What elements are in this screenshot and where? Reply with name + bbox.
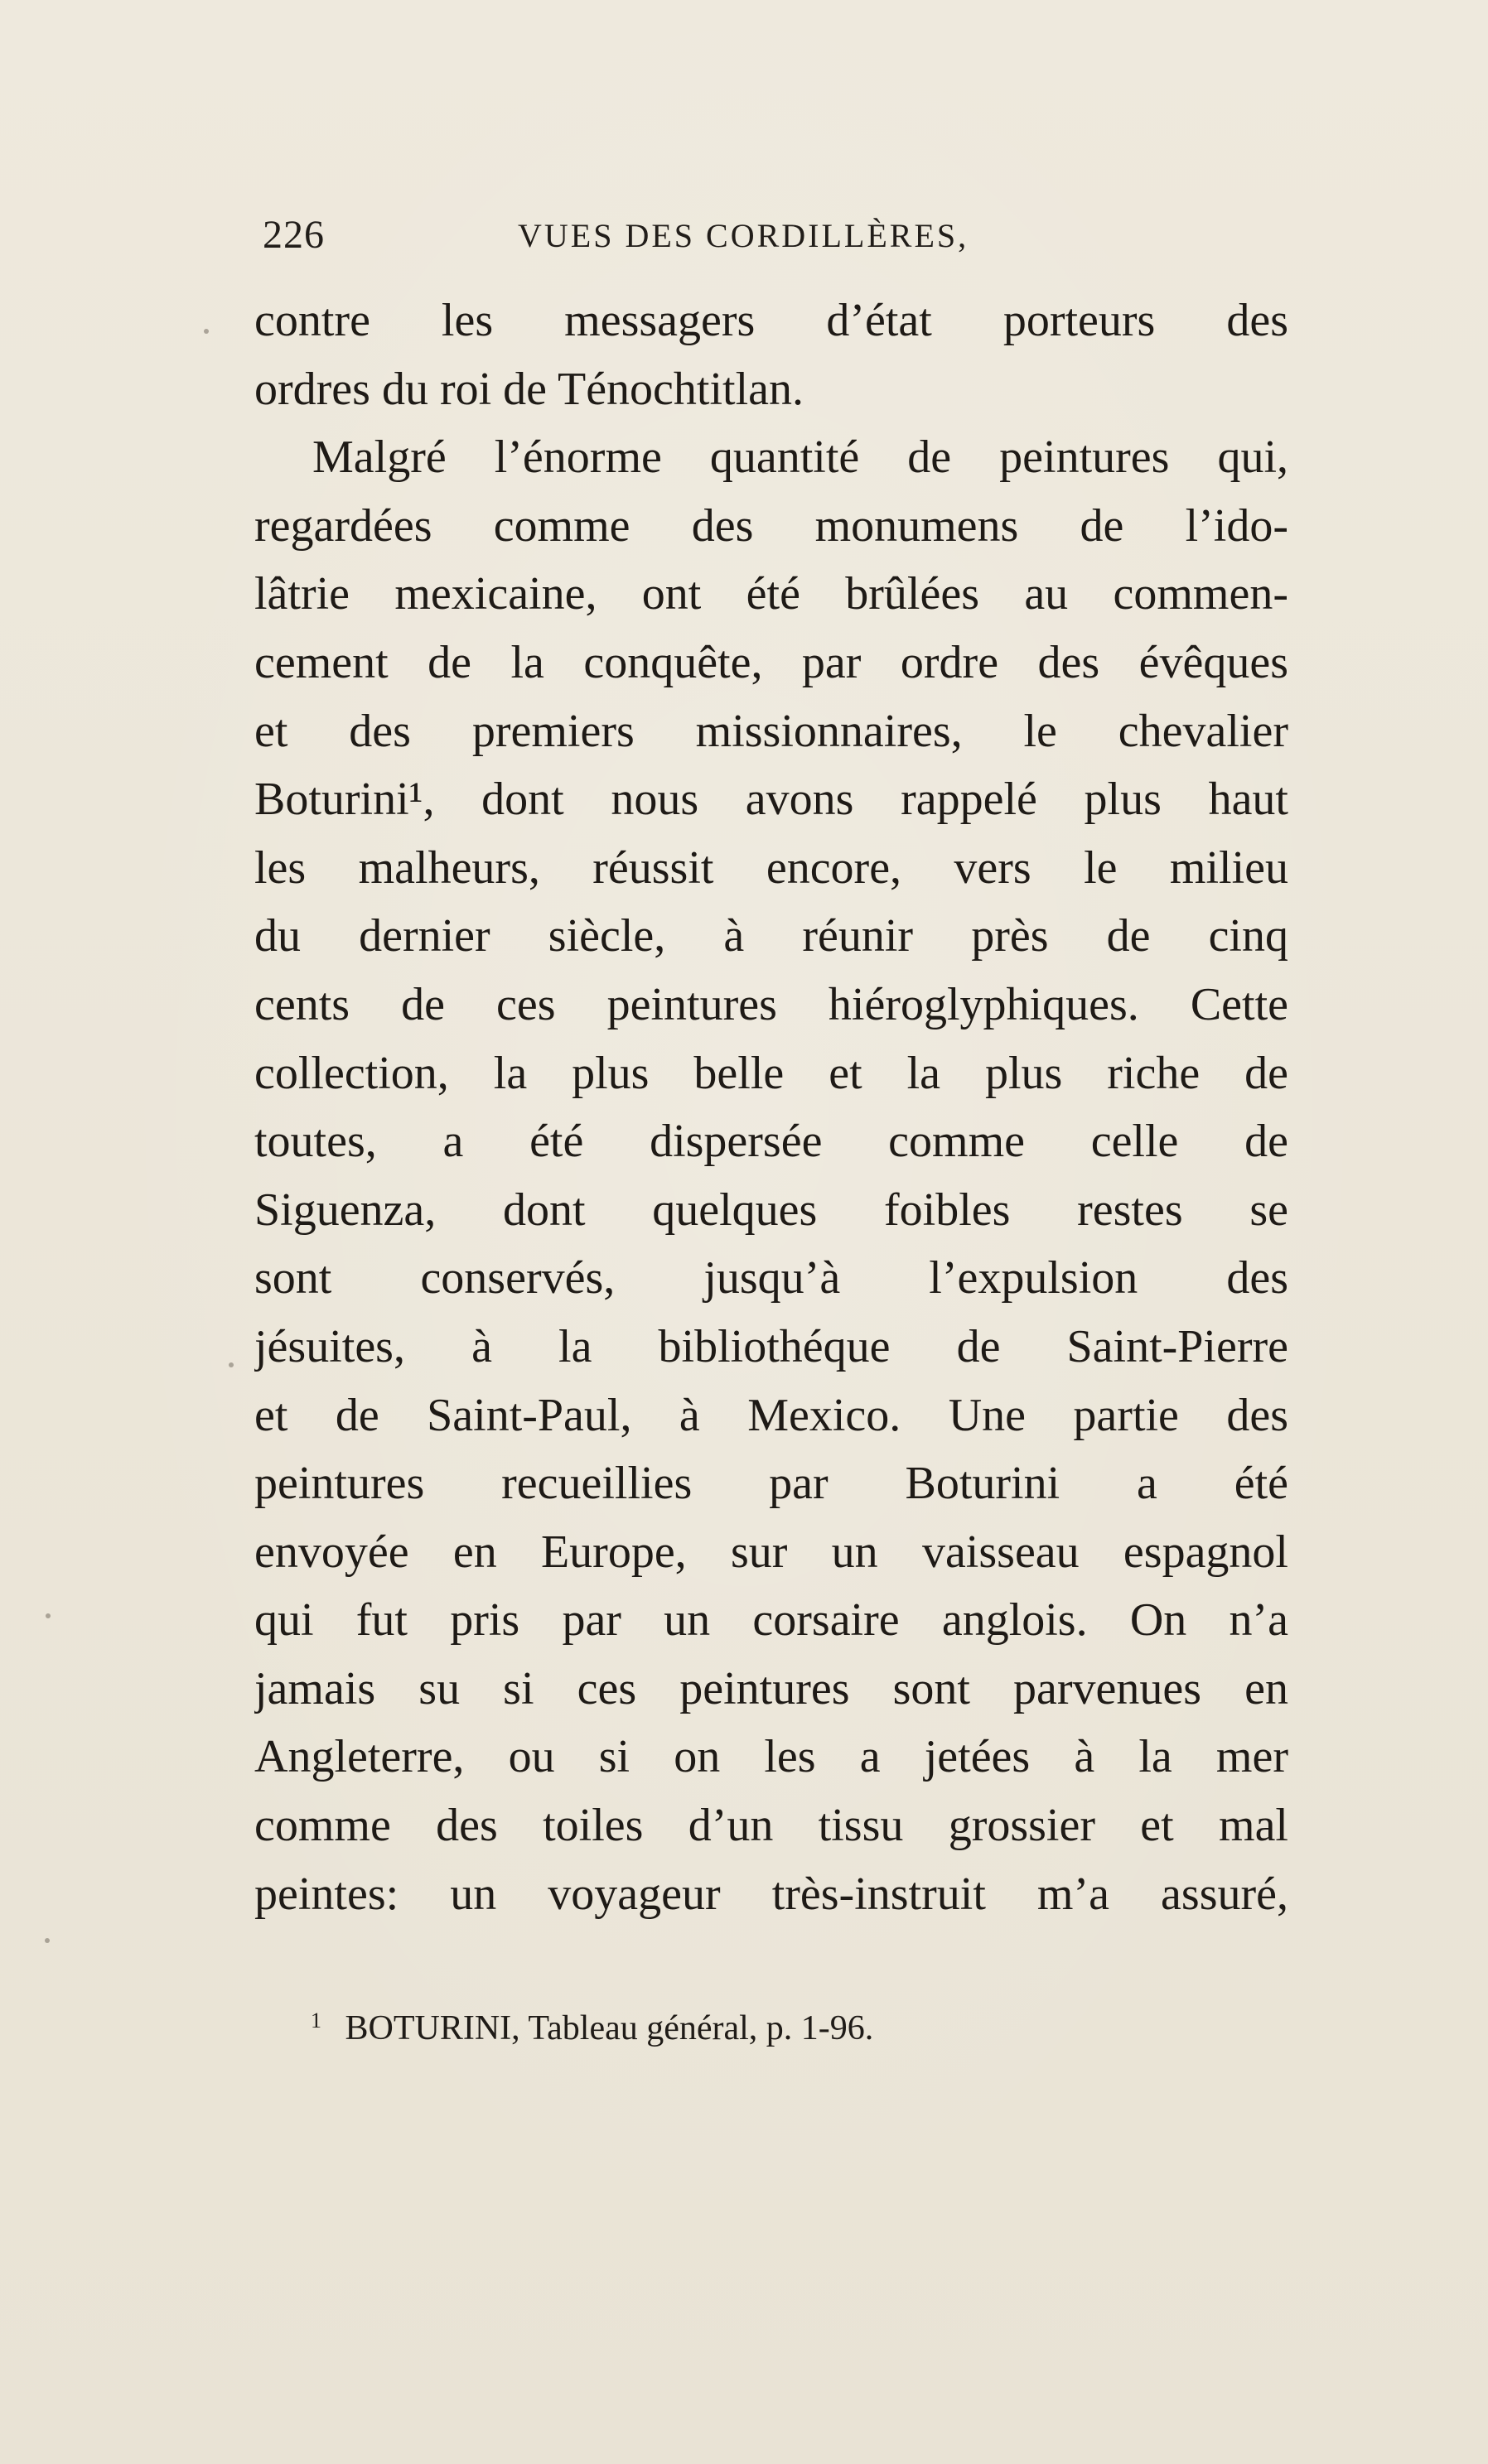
text-line: et de Saint-Paul, à Mexico. Une partie des	[254, 1389, 1288, 1441]
footnote-text: Tableau général, p. 1-96.	[528, 2009, 874, 2047]
footnote-author: BOTURINI,	[345, 2009, 520, 2047]
text-line: comme des toiles d’un tissu grossier et mal	[254, 1800, 1288, 1852]
text-line: contre les messagers d’état porteurs des	[254, 295, 1288, 346]
text-line: les malheurs, réussit encore, vers le milieu	[254, 841, 1288, 894]
paper-speck	[204, 329, 209, 334]
text-line: Angleterre, ou si on les a jetées à la mer	[254, 1731, 1288, 1783]
text-line: Boturini¹, dont nous avons rappelé plus haut	[254, 774, 1288, 826]
paper-speck	[45, 1938, 50, 1943]
text-line: sont conservés, jusqu’à l’expulsion des	[254, 1252, 1288, 1304]
text-line: cents de ces peintures hiéroglyphiques. Cette	[254, 978, 1288, 1030]
text-line: ordres du roi de Ténochtitlan.	[254, 363, 804, 415]
paper-speck	[229, 1362, 234, 1367]
text-line: regardées comme des monumens de l’ido-	[254, 499, 1288, 552]
text-line: lâtrie mexicaine, ont été brûlées au commen-	[254, 568, 1288, 620]
text-line: toutes, a été dispersée comme celle de	[254, 1116, 1288, 1168]
text-line: Malgré l’énorme quantité de peintures qui,	[312, 432, 1288, 484]
text-line: et des premiers missionnaires, le chevalier	[254, 705, 1288, 757]
running-title: VUES DES CORDILLÈRES,	[518, 217, 969, 254]
text-line: Siguenza, dont quelques foibles restes se	[254, 1184, 1288, 1236]
page-header	[263, 212, 1066, 270]
footnote-marker: 1	[311, 2008, 321, 2032]
text-line: peintures recueillies par Boturini a été	[254, 1458, 1288, 1510]
text-line: jésuites, à la bibliothéque de Saint-Pierre	[254, 1320, 1288, 1372]
page-number: 226	[263, 213, 325, 257]
text-line: du dernier siècle, à réunir près de cinq	[254, 910, 1288, 962]
body-text	[254, 287, 1288, 1928]
footnote	[311, 2008, 1123, 2048]
text-line: peintes: un voyageur très-instruit m’a assuré,	[254, 1868, 1288, 1920]
text-line: collection, la plus belle et la plus riche de	[254, 1047, 1288, 1099]
paper-speck	[46, 1613, 51, 1618]
text-line: envoyée en Europe, sur un vaisseau espagnol	[254, 1526, 1288, 1578]
text-line: qui fut pris par un corsaire anglois. On n’a	[254, 1594, 1288, 1647]
text-line: jamais su si ces peintures sont parvenues en	[254, 1662, 1288, 1714]
text-line: cement de la conquête, par ordre des évêques	[254, 636, 1288, 688]
